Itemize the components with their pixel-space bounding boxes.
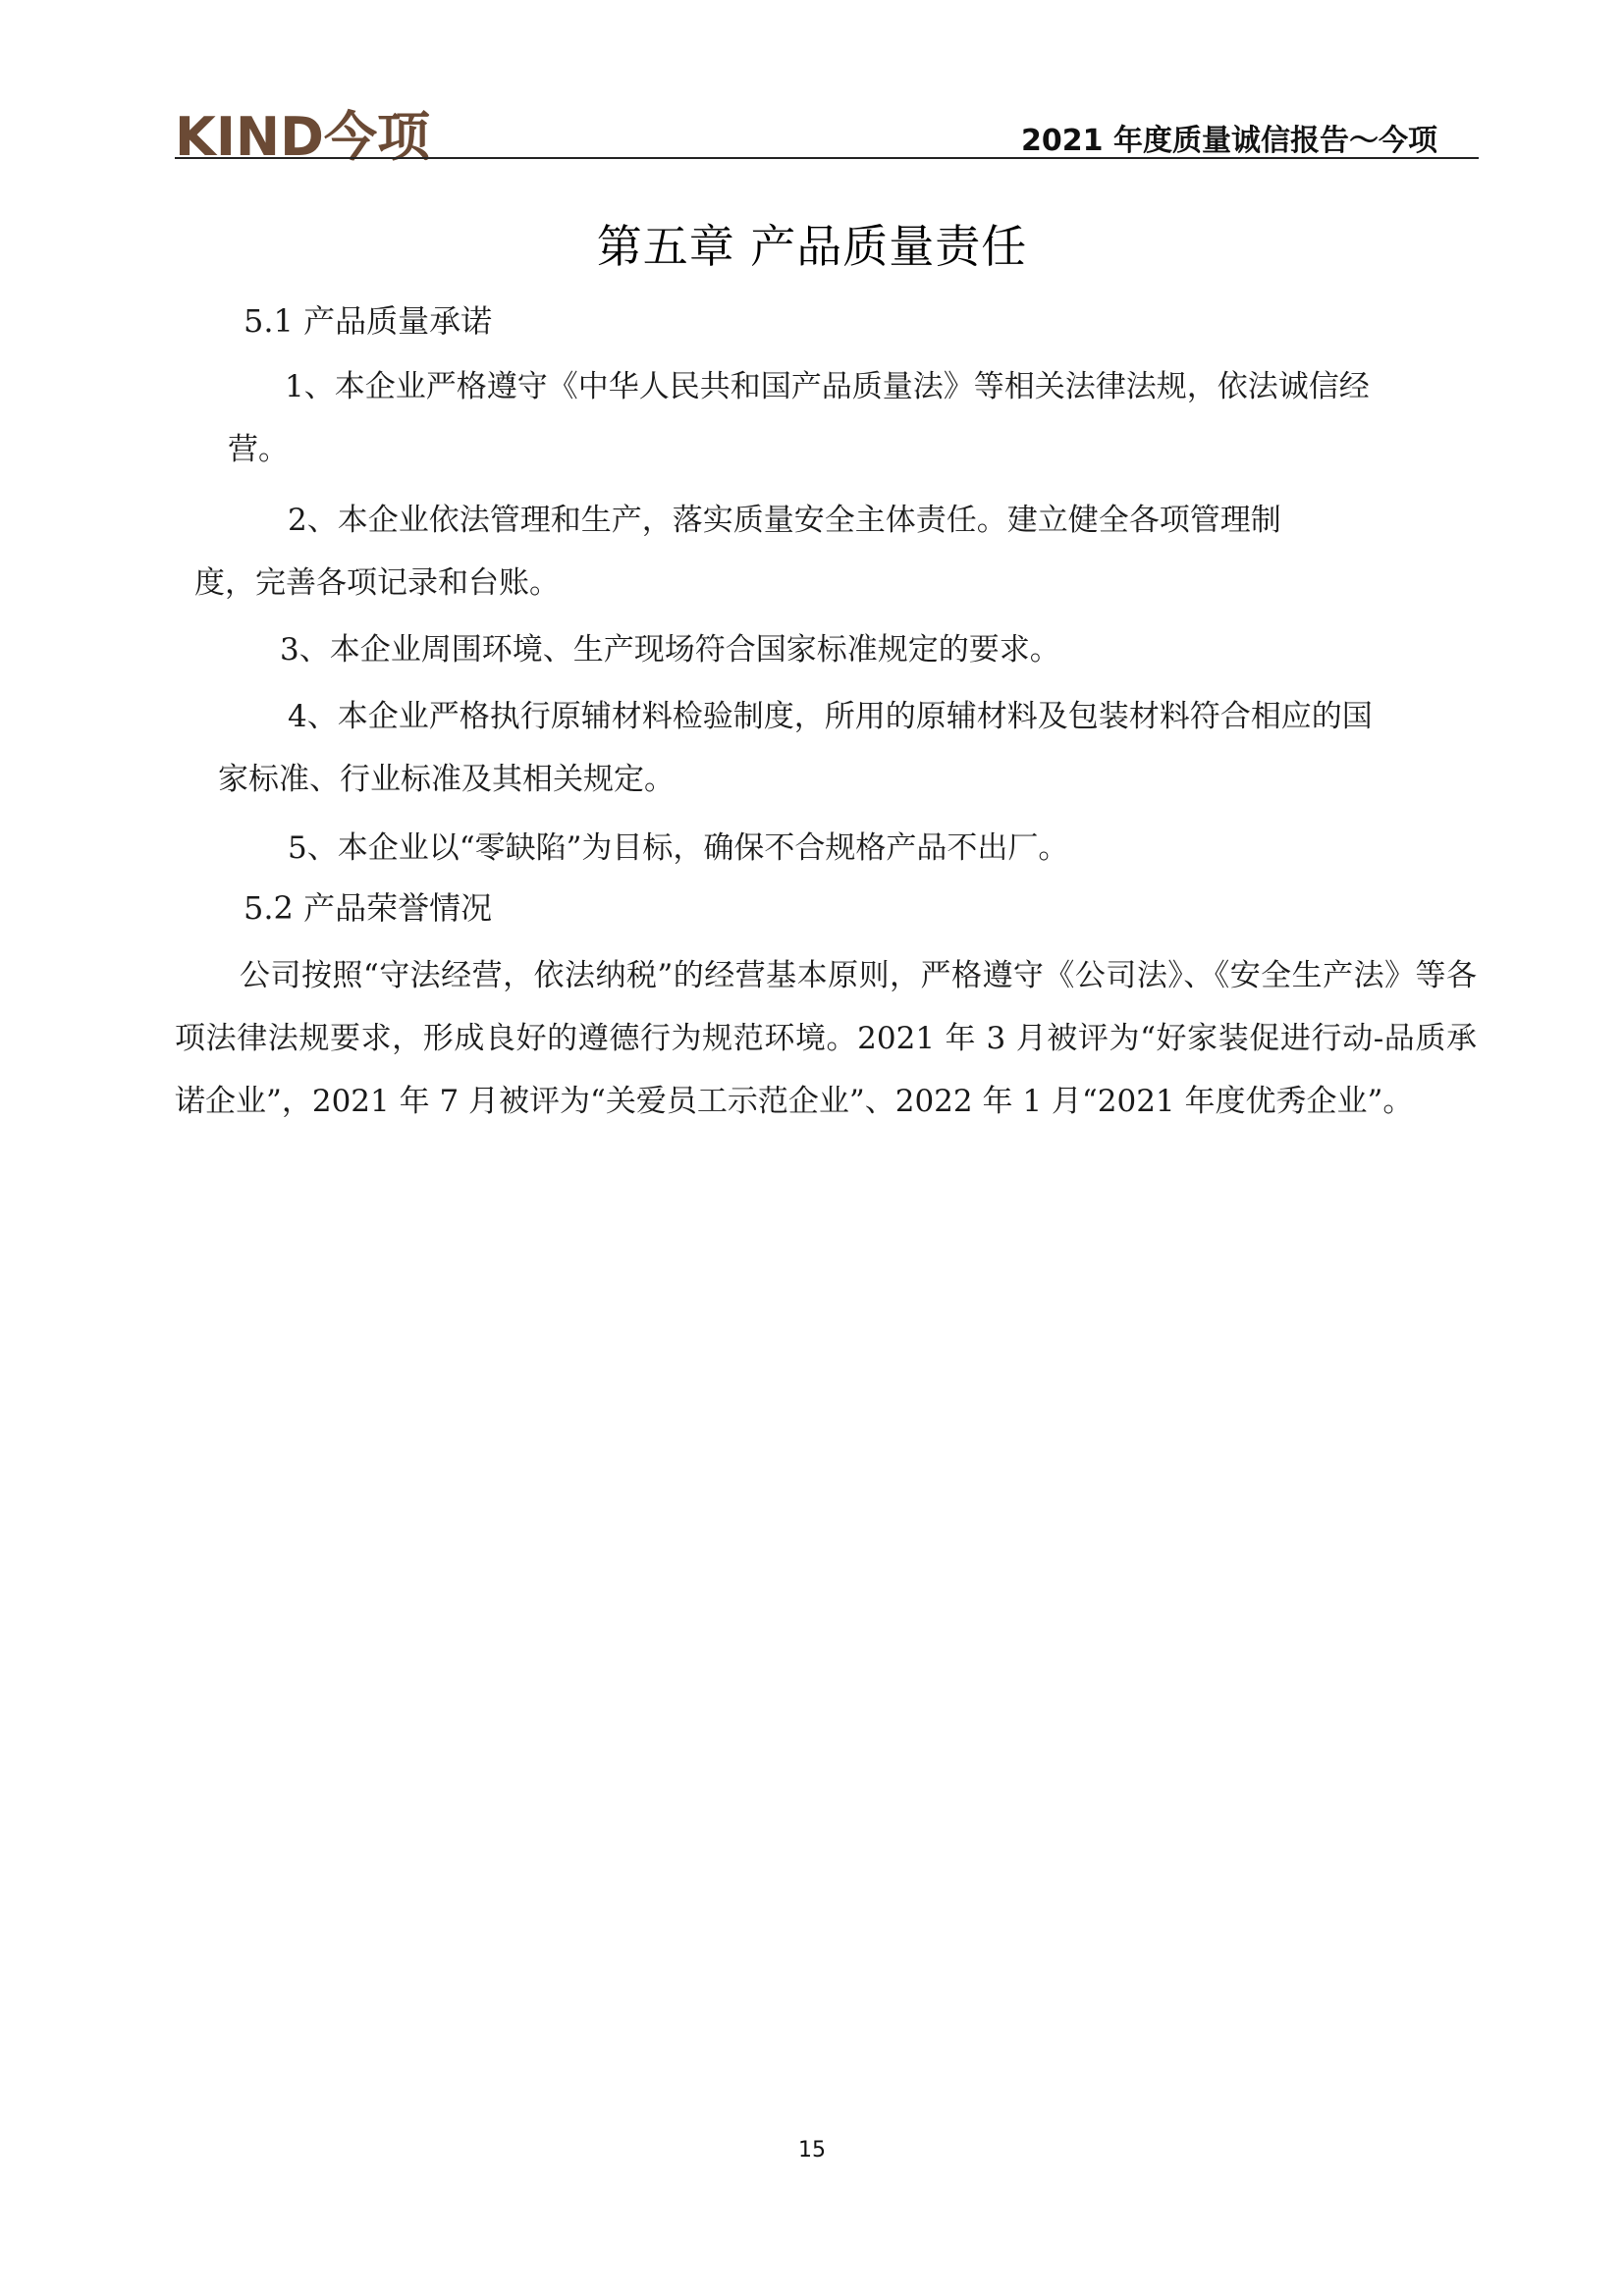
header-divider bbox=[175, 157, 1479, 159]
report-header-title: 2021 年度质量诚信报告～今项 bbox=[1021, 124, 1437, 158]
commitment-item-4-line-2: 家标准、行业标准及其相关规定。 bbox=[218, 762, 675, 797]
commitment-item-5: 5、本企业以“零缺陷”为目标，确保不合规格产品不出厂。 bbox=[288, 830, 1069, 866]
chapter-title: 第五章 产品质量责任 bbox=[596, 220, 1028, 273]
commitment-item-3: 3、本企业周围环境、生产现场符合国家标准规定的要求。 bbox=[280, 632, 1060, 667]
commitment-item-1-line-2: 营。 bbox=[228, 432, 289, 467]
commitment-item-1-line-1: 1、本企业严格遵守《中华人民共和国产品质量法》等相关法律法规，依法诚信经 bbox=[285, 369, 1370, 404]
page-number: 15 bbox=[798, 2138, 826, 2163]
kind-logo bbox=[175, 108, 469, 163]
commitment-item-2-line-1: 2、本企业依法管理和生产，落实质量安全主体责任。建立健全各项管理制 bbox=[288, 503, 1281, 538]
logo-text: KIND今项 bbox=[175, 108, 430, 163]
commitment-item-2-line-2: 度，完善各项记录和台账。 bbox=[194, 565, 560, 601]
honors-paragraph: 公司按照“守法经营，依法纳税”的经营基本原则，严格遵守《公司法》、《安全生产法》等各项法律法规要求，形成良好的遵德行为规范环境。2021 年 3 月被评为“好家装促进行动-品质承诺企业”，2021 年 7 月被评为“关爱员工示范企业”、2022 年 1 月“2021 年度优秀企业”。 bbox=[175, 958, 1477, 1119]
section-heading-5-2: 5.2 产品荣誉情况 bbox=[244, 889, 493, 927]
commitment-item-4-line-1: 4、本企业严格执行原辅材料检验制度，所用的原辅材料及包装材料符合相应的国 bbox=[288, 699, 1373, 734]
section-heading-5-1: 5.1 产品质量承诺 bbox=[244, 302, 493, 340]
